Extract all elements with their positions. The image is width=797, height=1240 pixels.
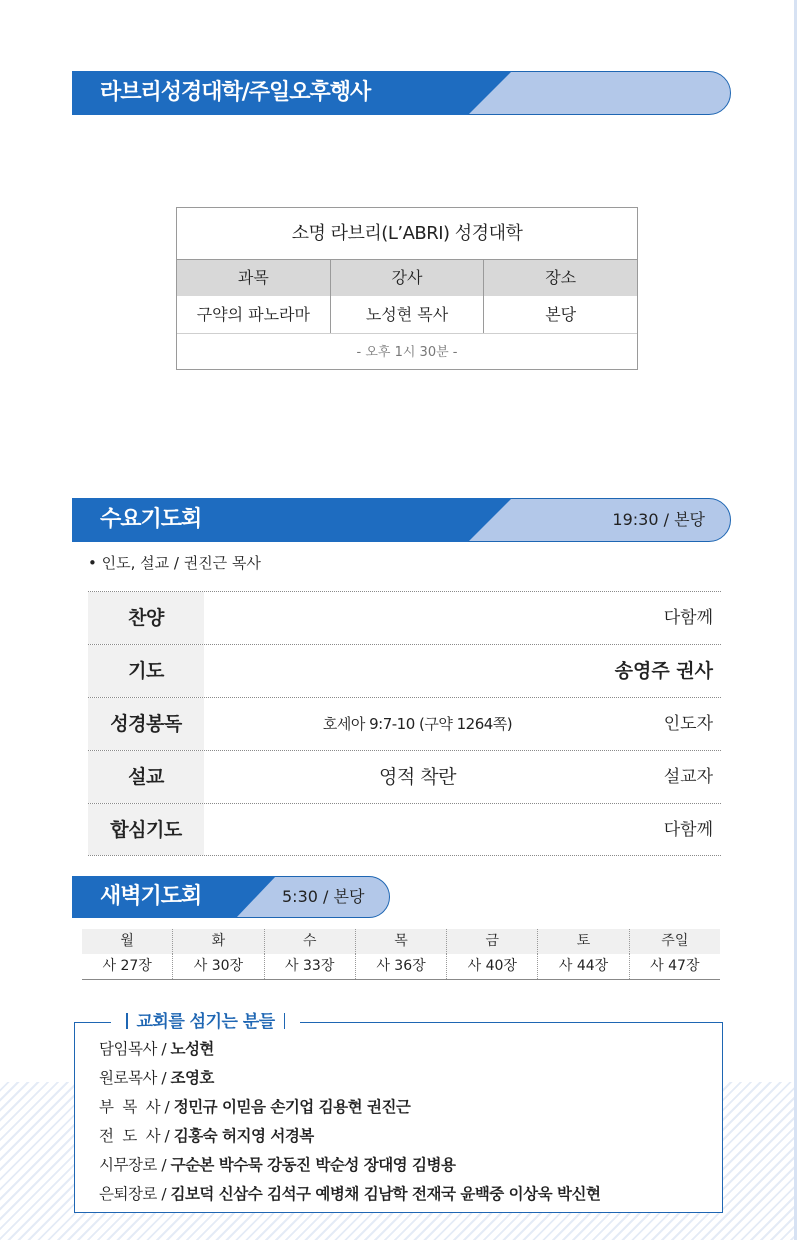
service-row-prayer <box>88 644 721 697</box>
service-row-person: 송영주 권사 <box>614 660 713 682</box>
service-row-joint-prayer <box>88 803 721 856</box>
labri-section-title: 라브리성경대학/주일오후행사 <box>100 80 371 105</box>
day-cell: 수 <box>264 929 355 954</box>
column-header-subject: 과목 <box>237 268 269 287</box>
labri-table-title: 소명 라브리(L’ABRI) 성경대학 <box>177 208 637 260</box>
service-order-table <box>88 591 721 856</box>
staff-role: 전 도 사 / <box>99 1127 174 1145</box>
table-row <box>177 296 637 334</box>
staff-box-title-wrap <box>111 1010 300 1034</box>
staff-names: 노성현 <box>170 1040 214 1058</box>
staff-names: 김보덕 신삼수 김석구 예병채 김남학 전재국 윤백중 이상욱 박신현 <box>170 1185 601 1203</box>
staff-role: 담임목사 / <box>99 1040 171 1058</box>
column-header-place: 장소 <box>483 260 637 296</box>
legend-bar-right <box>284 1013 286 1029</box>
service-row-person: 다함께 <box>663 820 713 840</box>
wednesday-section-time: 19:30 / 본당 <box>612 510 705 529</box>
staff-list <box>99 1035 600 1209</box>
service-row-detail <box>204 592 631 644</box>
cell-lecturer: 노성현 목사 <box>330 296 484 333</box>
column-header-lecturer: 강사 <box>330 260 484 296</box>
dawn-schedule-table <box>82 929 720 980</box>
cell-place: 본당 <box>483 296 637 333</box>
service-row-person: 설교자 <box>663 767 713 787</box>
staff-box-title: 교회를 섬기는 분들 <box>136 1012 275 1032</box>
day-cell: 목 <box>355 929 446 954</box>
list-item <box>99 1122 600 1151</box>
service-row-label: 성경봉독 <box>88 698 204 750</box>
dawn-section-time: 5:30 / 본당 <box>282 887 365 906</box>
chapter-cell: 사 44장 <box>537 954 628 979</box>
labri-section-header <box>72 71 731 115</box>
staff-role: 부 목 사 / <box>99 1098 174 1116</box>
staff-role: 시무장로 / <box>99 1156 171 1174</box>
service-row-label: 찬양 <box>88 592 204 644</box>
service-row-person: 다함께 <box>663 608 713 628</box>
service-row-detail: 영적 착란 <box>379 766 456 788</box>
labri-time: - 오후 1시 30분 - <box>356 345 458 360</box>
wednesday-section-title: 수요기도회 <box>100 507 202 532</box>
chapter-cell: 사 27장 <box>102 958 152 974</box>
service-row-label: 합심기도 <box>88 804 204 855</box>
list-item <box>99 1151 600 1180</box>
cell-subject: 구약의 파노라마 <box>196 305 310 324</box>
service-row-detail: 호세아 9:7-10 (구약 1264쪽) <box>322 715 513 733</box>
wednesday-section-header <box>72 498 731 542</box>
list-item <box>99 1035 600 1064</box>
list-item <box>99 1064 600 1093</box>
list-item <box>99 1093 600 1122</box>
dawn-section-header <box>72 876 390 918</box>
staff-names: 구순본 박수묵 강동진 박순성 장대영 김병용 <box>170 1156 456 1174</box>
dawn-days-row <box>82 929 720 954</box>
dawn-section-title: 새벽기도회 <box>100 884 202 909</box>
labri-table <box>176 207 638 370</box>
day-cell: 금 <box>446 929 537 954</box>
staff-names: 김홍숙 허지영 서경복 <box>173 1127 314 1145</box>
chapter-cell: 사 33장 <box>264 954 355 979</box>
chapter-cell: 사 30장 <box>172 954 263 979</box>
legend-bar-left <box>126 1013 128 1029</box>
staff-names: 조영호 <box>170 1069 214 1087</box>
church-staff-box <box>74 1012 723 1213</box>
chapter-cell: 사 36장 <box>355 954 446 979</box>
day-cell: 월 <box>120 933 134 949</box>
service-row-sermon <box>88 750 721 803</box>
day-cell: 토 <box>537 929 628 954</box>
staff-role: 은퇴장로 / <box>99 1185 171 1203</box>
chapter-cell: 사 47장 <box>629 954 720 979</box>
chapter-cell: 사 40장 <box>446 954 537 979</box>
service-row-label: 기도 <box>88 645 204 697</box>
list-item <box>99 1180 600 1209</box>
day-cell: 주일 <box>629 929 720 954</box>
day-cell: 화 <box>172 929 263 954</box>
wednesday-leader: • 인도, 설교 / 권진근 목사 <box>88 554 261 572</box>
service-row-detail <box>204 804 631 855</box>
staff-role: 원로목사 / <box>99 1069 171 1087</box>
service-row-praise <box>88 591 721 644</box>
labri-table-header-row <box>177 260 637 296</box>
staff-names: 정민규 이믿음 손기업 김용현 권진근 <box>173 1098 411 1116</box>
service-row-scripture <box>88 697 721 750</box>
service-row-detail <box>204 645 631 697</box>
service-row-person: 인도자 <box>663 714 713 734</box>
service-row-label: 설교 <box>88 751 204 803</box>
dawn-chapters-row <box>82 954 720 979</box>
